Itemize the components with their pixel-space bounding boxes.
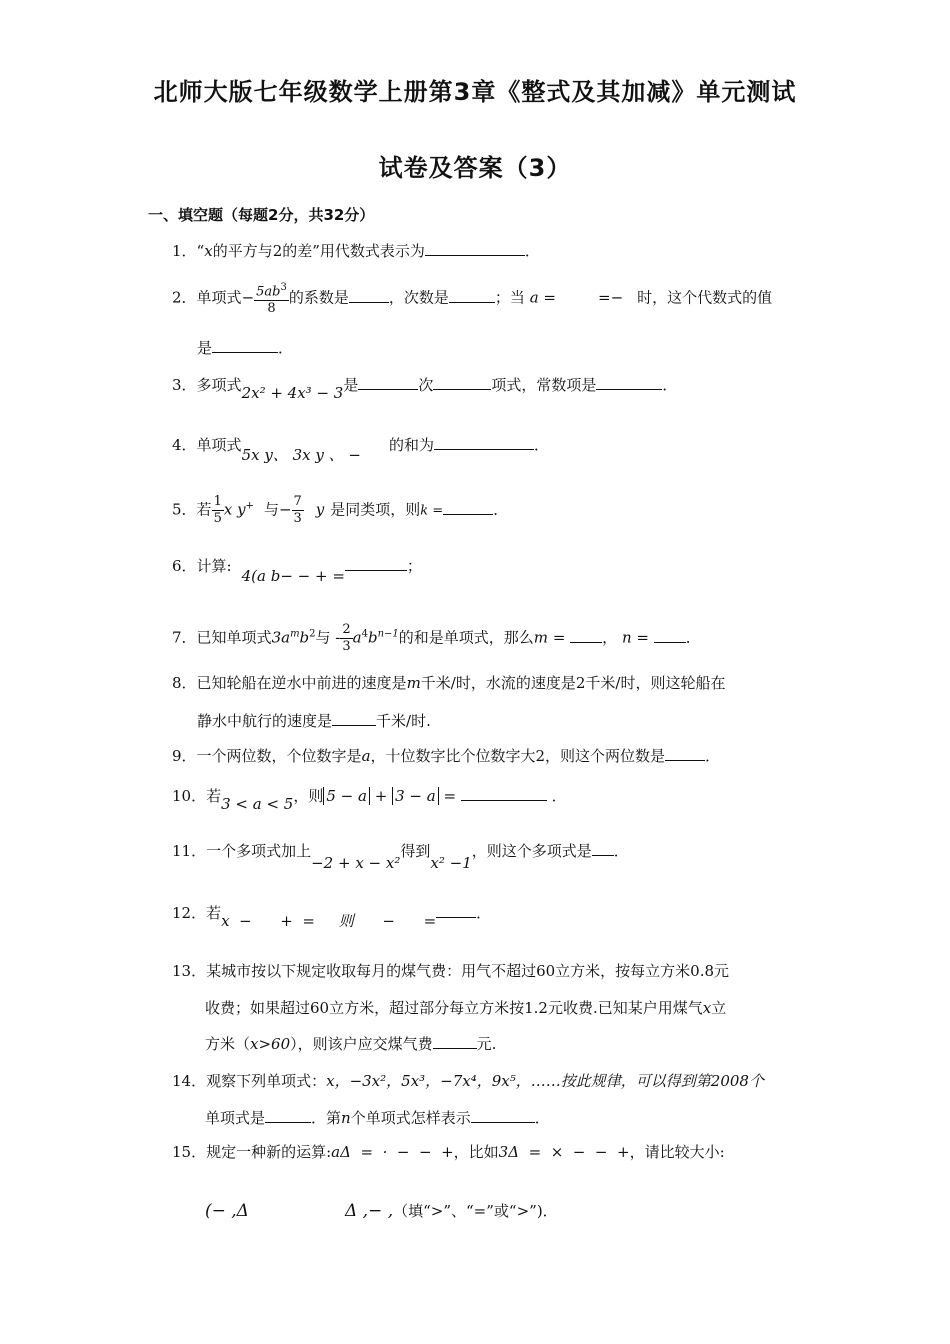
question-13: 13．某城市按以下规定收取每月的煤气费：用气不超过60立方米，按每立方米0.8元 (172, 962, 730, 980)
question-1: 1．“x的平方与2的差”用代数式表示为 ． (172, 242, 540, 260)
answer-blank[interactable] (592, 841, 614, 856)
section-heading: 一、填空题（每题2分，共32分） (148, 206, 375, 224)
question-8: 8．已知轮船在逆水中前进的速度是m千米/时，水流的速度是2千米/时，则这轮船在 (172, 674, 726, 692)
question-11: 11．一个多项式加上−2 + x − x²得到x² −1，则这个多项式是 ． (172, 842, 629, 872)
question-3: 3．多项式2x² + 4x³ − 3是 次 项式，常数项是 ． (172, 376, 678, 402)
question-15-cont: (− ,Δ Δ ,− ,（填“>”、“=”或“>”)． (205, 1201, 558, 1221)
answer-blank[interactable] (349, 288, 389, 303)
title-line-2: 试卷及答案（3） (378, 154, 572, 182)
question-6: 6．计算:4(a b− − + =； (172, 557, 422, 585)
question-4: 4．单项式5x y、 3x y 、 −的和为 ． (172, 436, 549, 464)
answer-blank[interactable] (443, 500, 493, 515)
answer-blank[interactable] (265, 1108, 311, 1123)
question-5: 5．若 $\frac{1}{5}$ x y+ 与− $\frac{7}{3}$ y 是同类项，则k = ． (172, 494, 509, 526)
question-13-cont: 收费；如果超过60立方米，超过部分每立方米按1.2元收费.已知某户用煤气x立 (205, 999, 727, 1017)
question-15: 15．规定一种新的运算:aΔ = · − − +，比如3Δ = × − − +，请比较大小: (172, 1143, 725, 1161)
answer-blank[interactable] (596, 375, 662, 390)
title-line-1: 北师大版七年级数学上册第3章《整式及其加减》单元测试 (153, 78, 797, 106)
question-12: 12．若x − + = 则 − = ． (172, 904, 492, 930)
answer-blank[interactable] (654, 628, 686, 643)
question-10: 10．若3 < a < 5，则 5 − a + 3 − a = ． (172, 787, 567, 813)
question-9: 9．一个两位数，个位数字是a，十位数字比个位数字大2，则这个两位数是 ． (172, 747, 721, 765)
answer-blank[interactable] (212, 338, 278, 353)
answer-blank[interactable] (461, 786, 547, 801)
question-14-cont: 单项式是 ．第n个单项式怎样表示 ． (205, 1109, 550, 1127)
answer-blank[interactable] (358, 375, 418, 390)
answer-blank[interactable] (433, 375, 491, 390)
answer-blank[interactable] (436, 909, 476, 918)
answer-blank[interactable] (425, 241, 525, 256)
answer-blank[interactable] (434, 435, 534, 450)
answer-blank[interactable] (570, 628, 602, 643)
question-7: 7．已知单项式$3a^mb^2$与 - $\frac{2}{3}$ $a^4b^{n-1}$的和是单项式，那么m = ， n = ． (172, 622, 701, 654)
answer-blank[interactable] (449, 288, 495, 303)
answer-blank[interactable] (332, 711, 376, 726)
answer-blank[interactable] (665, 746, 705, 761)
question-8-cont: 静水中航行的速度是 千米/时. (197, 712, 431, 730)
answer-blank[interactable] (471, 1108, 535, 1123)
question-2: 2．单项式− $\frac{5ab^3}{8}$ 的系数是 ，次数是 ；当 a = =− 时，这个代数式的值 (172, 282, 773, 317)
answer-blank[interactable] (345, 556, 407, 571)
answer-blank[interactable] (433, 1034, 477, 1049)
question-14: 14．观察下列单项式：x，−3x²，5x³，−7x⁴，9x⁵，……按此规律，可以得到第2008个 (172, 1072, 764, 1090)
question-2-cont: 是 ． (197, 339, 294, 357)
question-13-cont-2: 方米（x>60），则该户应交煤气费 元. (205, 1035, 497, 1053)
